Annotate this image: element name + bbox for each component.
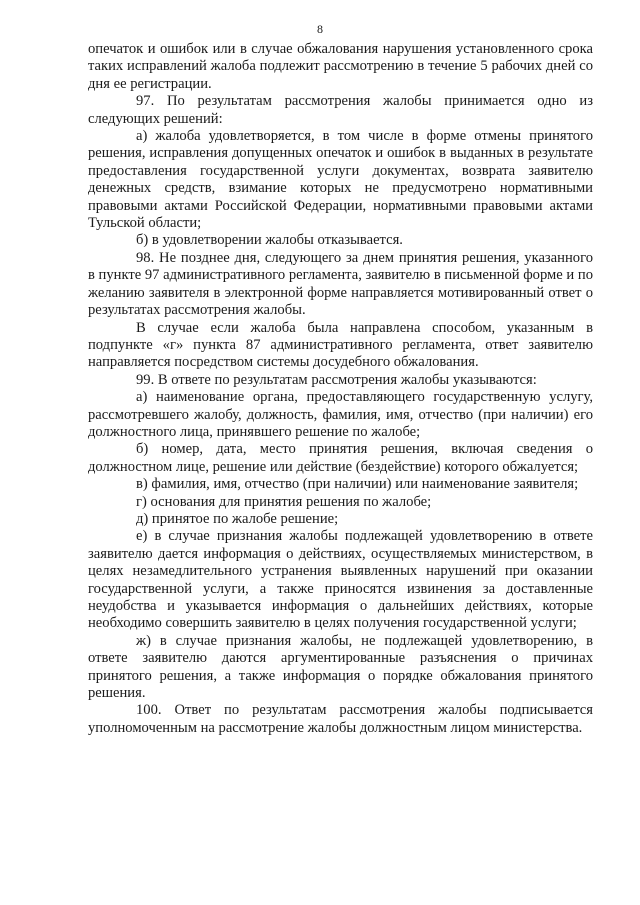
paragraph-99-a: а) наименование органа, предоставляющего государственную услугу, рассмотревшего жалобу, должность, фамилия, имя, отчество (при наличии) его должностного лица, принявшего решение по жалобе; [88,389,593,440]
paragraph-99: 99. В ответе по результатам рассмотрения жалобы указываются: [136,371,537,388]
paragraph-99-zh: ж) в случае признания жалобы, не подлежащей удовлетворению, в ответе заявителю даются аргументированные разъяснения о причинах принятого решения, а также информация о порядке обжалования принятого решения. [88,632,593,702]
paragraph-97-a: а) жалоба удовлетворяется, в том числе в форме отмены принятого решения, исправления допущенных опечаток и ошибок в выданных в результате предоставления государственной услуги документах, возврата заявителю денежных средств, взимание которых не предусмотрено нормативными правовыми актами Российской Федерации, нормативными правовыми актами Тульской области; [88,128,593,232]
document-body [88,41,593,737]
paragraph-99-e: е) в случае признания жалобы подлежащей удовлетворению в ответе заявителю дается информация о действиях, осуществляемых министерством, в целях незамедлительного устранения выявленных нарушений при оказании государственной услуги, а также приносятся извинения за доставленные неудобства и указывается информация о дальнейших действиях, которые необходимо совершить заявителю в целях получения государственной услуги; [88,528,593,632]
paragraph-100: 100. Ответ по результатам рассмотрения жалобы подписывается уполномоченным на рассмотрение жалобы должностным лицом министерства. [88,702,593,736]
paragraph-99-d: д) принятое по жалобе решение; [136,510,339,527]
paragraph-98-note: В случае если жалоба была направлена способом, указанным в подпункте «г» пункта 87 административного регламента, ответ заявителю направляется посредством системы досудебного обжалования. [88,319,593,371]
page-number: 8 [317,22,323,36]
paragraph-99-v: в) фамилия, имя, отчество (при наличии) или наименование заявителя; [136,476,579,493]
paragraph-98: 98. Не позднее дня, следующего за днем принятия решения, указанного в пункте 97 административного регламента, заявителю в письменной форме и по желанию заявителя в электронной форме направляется мотивированный ответ о результатах рассмотрения жалобы. [88,249,593,319]
paragraph-99-g: г) основания для принятия решения по жалобе; [136,493,432,510]
paragraph-97: 97. По результатам рассмотрения жалобы принимается одно из следующих решений: [88,93,593,127]
paragraph-continuation: опечаток и ошибок или в случае обжалования нарушения установленного срока таких исправлений жалоба подлежит рассмотрению в течение 5 рабочих дней со дня ее регистрации. [88,41,593,92]
paragraph-99-b: б) номер, дата, место принятия решения, включая сведения о должностном лице, решение или действие (бездействие) которого обжалуется; [88,441,593,475]
paragraph-97-b: б) в удовлетворении жалобы отказывается. [136,232,403,249]
